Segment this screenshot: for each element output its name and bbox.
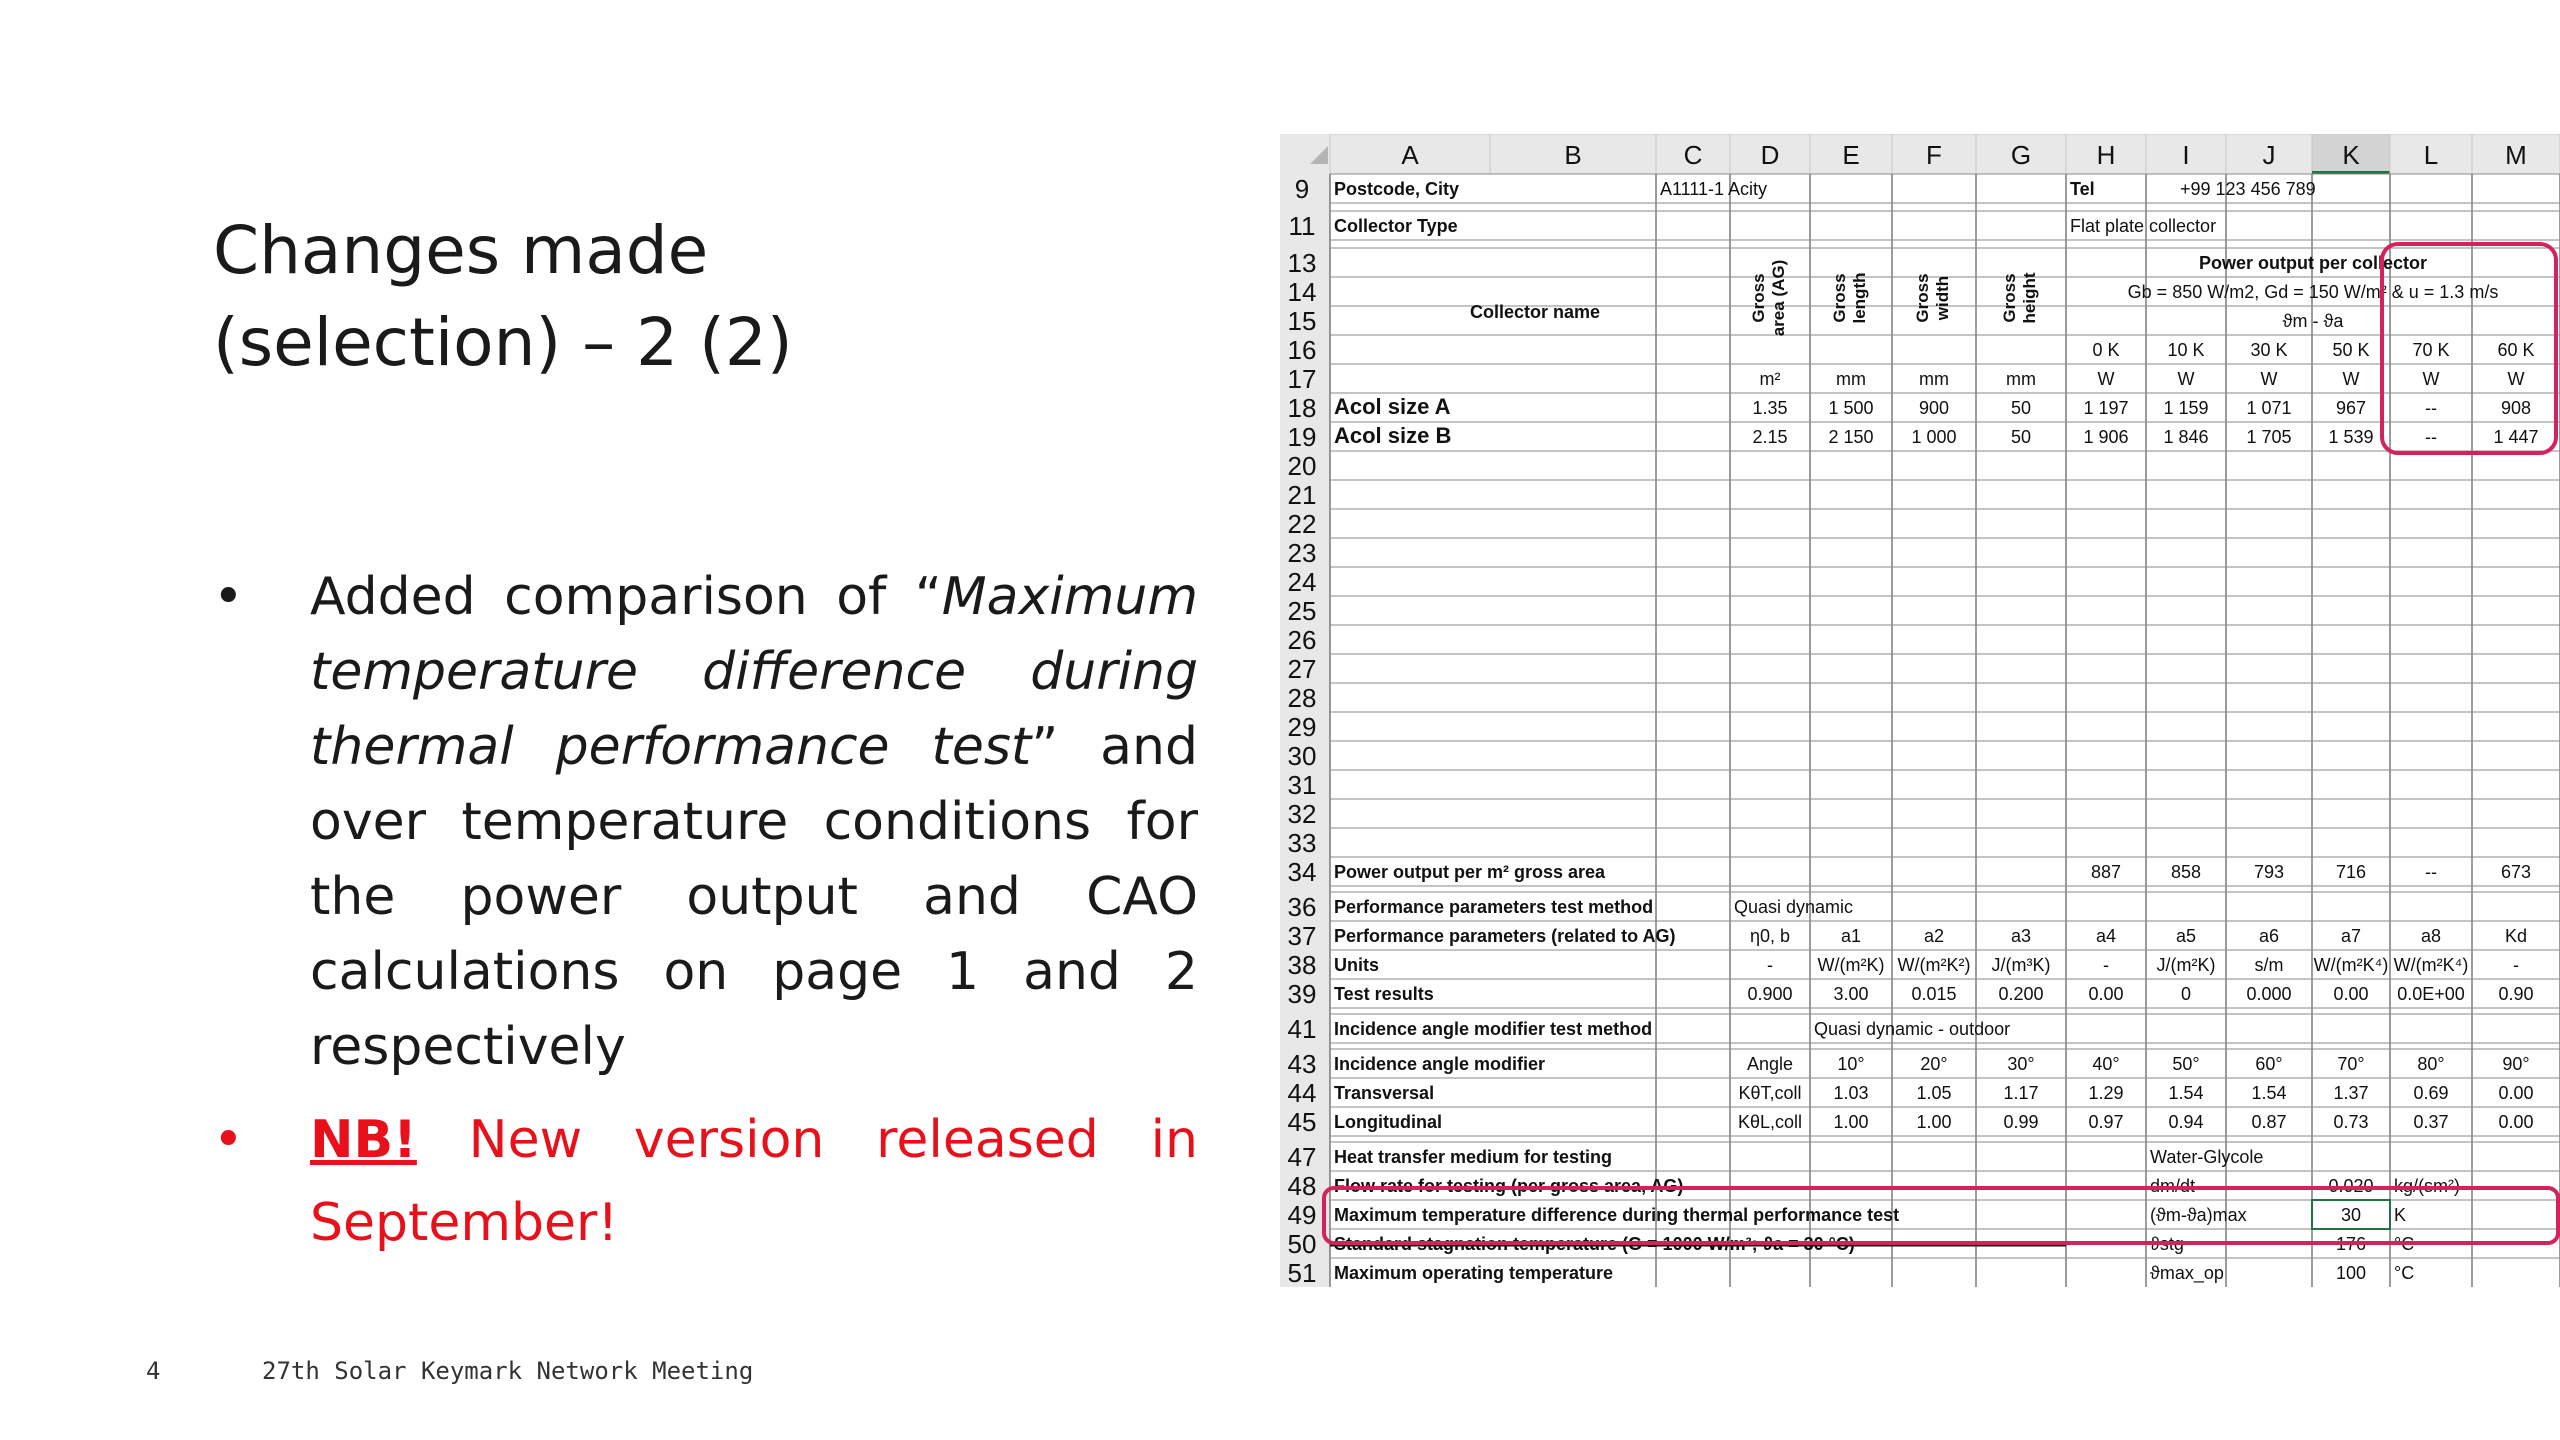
cell-a43: Incidence angle modifier: [1334, 1054, 1546, 1074]
cell-l34: --: [2425, 862, 2437, 882]
column-letter: K: [2342, 140, 2360, 170]
row-number: 39: [1287, 979, 1317, 1009]
cell-h38: -: [2103, 955, 2109, 975]
bullet-item-new-version: [213, 1099, 1198, 1265]
cell-a47: Heat transfer medium for testing: [1334, 1147, 1613, 1167]
cell-k37: a7: [2340, 926, 2362, 946]
cell-l37: a8: [2420, 926, 2442, 946]
vertical-header-g: [2000, 272, 2039, 323]
cell-a39: Test results: [1334, 984, 1434, 1004]
nb-label: NB!: [310, 1110, 417, 1170]
cell-g38: J/(m³K): [1991, 955, 2051, 975]
cell-h18: 1 197: [2083, 398, 2129, 418]
cell-d17: m²: [1759, 369, 1781, 389]
cell-m16: 60 K: [2497, 340, 2535, 360]
cell-k48: 0.020: [2328, 1176, 2374, 1196]
bullet-glyph: •: [213, 1110, 244, 1170]
row-number: 24: [1287, 567, 1317, 597]
cell-l17: W: [2422, 369, 2440, 389]
cell-e38: W/(m²K): [1817, 955, 1885, 975]
cell-i45: 0.94: [2168, 1112, 2204, 1132]
cell-j19: 1 705: [2246, 427, 2292, 447]
row-number: 51: [1287, 1258, 1317, 1288]
cell-l38: W/(m²K⁴): [2393, 955, 2469, 975]
cell-k19: 1 539: [2328, 427, 2374, 447]
cell-h45: 0.97: [2088, 1112, 2124, 1132]
cell-k50: 176: [2335, 1234, 2367, 1254]
cell-h43: 40°: [2092, 1054, 2120, 1074]
cell-e18: 1 500: [1828, 398, 1874, 418]
cell-j17: W: [2260, 369, 2278, 389]
cell-a51: Maximum operating temperature: [1334, 1263, 1614, 1283]
row-number: 18: [1287, 393, 1317, 423]
cell-i44: 1.54: [2168, 1083, 2204, 1103]
bullet-text-rest: New version released in September!: [310, 1110, 1198, 1253]
cell-i16: 10 K: [2167, 340, 2205, 360]
cell-l44: 0.69: [2413, 1083, 2449, 1103]
cell-k18: 967: [2335, 398, 2367, 418]
cell-i49: (ϑm-ϑa)max: [2150, 1205, 2247, 1225]
cell-a37: Performance parameters (related to AG): [1334, 926, 1676, 946]
row-number: 26: [1287, 625, 1317, 655]
cell-g39: 0.200: [1998, 984, 2044, 1004]
cell-a9: Postcode, City: [1334, 179, 1460, 199]
svg-text:Gross: Gross: [1749, 273, 1768, 323]
row-number: 37: [1287, 921, 1317, 951]
cell-k45: 0.73: [2333, 1112, 2369, 1132]
row-number: 9: [1294, 174, 1310, 204]
cell-g17: mm: [2006, 369, 2036, 389]
cell-e19: 2 150: [1828, 427, 1874, 447]
cell-k39: 0.00: [2333, 984, 2369, 1004]
footer-text: 27th Solar Keymark Network Meeting: [262, 1357, 754, 1385]
vertical-header-f: [1913, 273, 1952, 322]
spreadsheet-grid: [1280, 134, 2560, 1304]
cell-j39: 0.000: [2246, 984, 2292, 1004]
cell-h15: ϑm - ϑa: [2282, 311, 2344, 331]
cell-a36: Performance parameters test method: [1334, 897, 1654, 917]
cell-a41: Incidence angle modifier test method: [1334, 1019, 1653, 1039]
column-letter: A: [1401, 140, 1419, 170]
cell-j37: a6: [2258, 926, 2280, 946]
cell-e45: 1.00: [1833, 1112, 1869, 1132]
cell-h37: a4: [2095, 926, 2117, 946]
row-number: 25: [1287, 596, 1317, 626]
cell-e44: 1.03: [1833, 1083, 1869, 1103]
cell-l45: 0.37: [2413, 1112, 2449, 1132]
cell-a44: Transversal: [1334, 1083, 1435, 1103]
cell-i18: 1 159: [2163, 398, 2209, 418]
cell-m38: -: [2513, 955, 2519, 975]
cell-c9: A1111-1 Acity: [1660, 179, 1768, 199]
cell-f37: a2: [1923, 926, 1945, 946]
row-number: 36: [1287, 892, 1317, 922]
row-number: 20: [1287, 451, 1317, 481]
svg-text:Gross: Gross: [1913, 273, 1932, 323]
cell-i17: W: [2177, 369, 2195, 389]
cell-d44: KθT,coll: [1738, 1083, 1802, 1103]
spreadsheet-screenshot: [1280, 134, 2560, 1304]
cell-m45: 0.00: [2498, 1112, 2534, 1132]
cell-g45: 0.99: [2003, 1112, 2039, 1132]
cell-h17: W: [2097, 369, 2115, 389]
cell-e43: 10°: [1837, 1054, 1865, 1074]
cell-d38: -: [1767, 955, 1773, 975]
column-letter: F: [1926, 140, 1942, 170]
slide-title-line-2: (selection) – 2 (2): [213, 304, 793, 381]
row-number: 47: [1287, 1142, 1317, 1172]
cell-d45: KθL,coll: [1737, 1112, 1803, 1132]
row-number: 44: [1287, 1078, 1317, 1108]
svg-text:height: height: [2020, 272, 2039, 324]
cell-f45: 1.00: [1916, 1112, 1952, 1132]
svg-text:length: length: [1850, 272, 1869, 324]
row-number: 45: [1287, 1107, 1317, 1137]
cell-h44: 1.29: [2088, 1083, 2124, 1103]
row-number: 49: [1287, 1200, 1317, 1230]
cell-a45: Longitudinal: [1334, 1112, 1442, 1132]
column-letter: G: [2010, 140, 2032, 170]
column-letter: I: [2182, 140, 2190, 170]
cell-m18: 908: [2500, 398, 2532, 418]
row-number: 27: [1287, 654, 1317, 684]
row-number: 22: [1287, 509, 1317, 539]
cell-e41: Quasi dynamic - outdoor: [1814, 1019, 2011, 1039]
page-number: 4: [146, 1357, 161, 1385]
bullet-item-comparison: [213, 560, 1198, 1085]
cell-m43: 90°: [2502, 1054, 2530, 1074]
cell-e17: mm: [1836, 369, 1866, 389]
cell-k38: W/(m²K⁴): [2313, 955, 2389, 975]
cell-f43: 20°: [1920, 1054, 1948, 1074]
row-number: 48: [1287, 1171, 1317, 1201]
cell-h14: Gb = 850 W/m2, Gd = 150 W/m² & u = 1.3 m/s: [2127, 282, 2499, 302]
cell-d19: 2.15: [1752, 427, 1788, 447]
column-letter: L: [2423, 140, 2439, 170]
cell-m19: 1 447: [2493, 427, 2539, 447]
cell-k17: W: [2342, 369, 2360, 389]
cell-k16: 50 K: [2332, 340, 2370, 360]
cell-j18: 1 071: [2246, 398, 2292, 418]
cell-d36: Quasi dynamic: [1734, 897, 1854, 917]
cell-i39: 0: [2180, 984, 2192, 1004]
cell-i19: 1 846: [2163, 427, 2209, 447]
cell-m17: W: [2507, 369, 2525, 389]
column-letter: E: [1842, 140, 1860, 170]
row-number: 16: [1287, 335, 1317, 365]
bullet-list: [213, 560, 1198, 1279]
cell-m44: 0.00: [2498, 1083, 2534, 1103]
row-number: 30: [1287, 741, 1317, 771]
slide-title: [213, 205, 1113, 389]
column-letter: J: [2262, 140, 2276, 170]
cell-l18: --: [2425, 398, 2437, 418]
cell-k44: 1.37: [2333, 1083, 2369, 1103]
cell-l48: kg/(sm²): [2394, 1176, 2460, 1196]
bullet-text-part-2: ” and over temperature conditions for the power output and CAO calculations on page 1 and 2 respectively: [310, 717, 1198, 1077]
cell-i9: +99 123 456 789: [2180, 179, 2316, 199]
cell-f17: mm: [1919, 369, 1949, 389]
cell-k43: 70°: [2337, 1054, 2365, 1074]
cell-g18: 50: [2010, 398, 2032, 418]
cell-h16: 0 K: [2092, 340, 2120, 360]
cell-m34: 673: [2500, 862, 2532, 882]
cell-a38: Units: [1334, 955, 1379, 975]
cell-e37: a1: [1840, 926, 1862, 946]
row-number: 50: [1287, 1229, 1317, 1259]
cell-a48: Flow rate for testing (per gross area, AG): [1334, 1176, 1684, 1196]
cell-g19: 50: [2010, 427, 2032, 447]
cell-h34: 887: [2090, 862, 2122, 882]
column-letter: D: [1760, 140, 1780, 170]
cell-a11: Collector Type: [1334, 216, 1458, 236]
row-number: 17: [1287, 364, 1317, 394]
cell-g44: 1.17: [2003, 1083, 2039, 1103]
cell-i50: ϑstg: [2150, 1234, 2184, 1254]
row-number: 29: [1287, 712, 1317, 742]
vertical-header-d: [1749, 260, 1788, 337]
row-number: 19: [1287, 422, 1317, 452]
cell-d18: 1.35: [1752, 398, 1788, 418]
cell-m37: Kd: [2504, 926, 2528, 946]
cell-h39: 0.00: [2088, 984, 2124, 1004]
cell-a15: Collector name: [1469, 302, 1601, 322]
cell-f44: 1.05: [1916, 1083, 1952, 1103]
cell-j43: 60°: [2255, 1054, 2283, 1074]
svg-text:width: width: [1933, 275, 1952, 321]
cell-h13: Power output per collector: [2198, 253, 2428, 273]
svg-text:Gross: Gross: [2000, 273, 2019, 323]
cell-h19: 1 906: [2083, 427, 2129, 447]
bullet-text: [310, 1099, 1198, 1265]
cell-j38: s/m: [2254, 955, 2284, 975]
bullet-text: [310, 560, 1198, 1085]
cell-f19: 1 000: [1911, 427, 1957, 447]
cell-l16: 70 K: [2412, 340, 2450, 360]
cell-k49: 30: [2340, 1205, 2362, 1225]
column-letter: M: [2505, 140, 2527, 170]
row-number: 43: [1287, 1049, 1317, 1079]
svg-text:Gross: Gross: [1830, 273, 1849, 323]
cell-f38: W/(m²K²): [1897, 955, 1971, 975]
cell-d43: Angle: [1746, 1054, 1794, 1074]
svg-text:area (AG): area (AG): [1769, 259, 1788, 337]
cell-l19: --: [2425, 427, 2437, 447]
cell-a19: Acol size B: [1334, 423, 1452, 448]
row-number: 41: [1287, 1014, 1317, 1044]
row-number: 13: [1287, 248, 1317, 278]
row-number: 15: [1287, 306, 1317, 336]
cell-a50: Standard stagnation temperature (G = 1000 W/m²; ϑa = 30 °C): [1334, 1234, 1855, 1254]
cell-l43: 80°: [2417, 1054, 2445, 1074]
cell-i38: J/(m²K): [2156, 955, 2216, 975]
cell-a18: Acol size A: [1334, 394, 1451, 419]
cell-h9: Tel: [2070, 179, 2095, 199]
cell-h11: Flat plate collector: [2070, 216, 2217, 236]
cell-i37: a5: [2175, 926, 2197, 946]
cell-i48: dm/dt: [2150, 1176, 2196, 1196]
row-number: 14: [1287, 277, 1317, 307]
cell-f39: 0.015: [1911, 984, 1957, 1004]
cell-i47: Water-Glycole: [2150, 1147, 2264, 1167]
cell-l51: °C: [2394, 1263, 2415, 1283]
column-letter: C: [1683, 140, 1703, 170]
column-letter: H: [2096, 140, 2116, 170]
cell-j16: 30 K: [2250, 340, 2288, 360]
row-number: 11: [1288, 211, 1316, 241]
cell-i34: 858: [2170, 862, 2202, 882]
cell-i51: ϑmax_op: [2150, 1263, 2224, 1283]
vertical-header-e: [1830, 273, 1869, 324]
row-number: 33: [1287, 828, 1317, 858]
row-number: 34: [1287, 857, 1317, 887]
row-number: 21: [1287, 480, 1317, 510]
cell-g43: 30°: [2007, 1054, 2035, 1074]
cell-a49: Maximum temperature difference during thermal performance test: [1334, 1205, 1900, 1225]
row-number: 28: [1287, 683, 1317, 713]
cell-l50: °C: [2394, 1234, 2415, 1254]
cell-k51: 100: [2335, 1263, 2367, 1283]
row-number: 32: [1287, 799, 1317, 829]
cell-l39: 0.0E+00: [2397, 984, 2465, 1004]
cell-j44: 1.54: [2251, 1083, 2287, 1103]
cell-e39: 3.00: [1833, 984, 1869, 1004]
cell-j45: 0.87: [2251, 1112, 2287, 1132]
row-number: 31: [1287, 770, 1317, 800]
cell-k34: 716: [2335, 862, 2367, 882]
cell-d37: η0, b: [1749, 926, 1791, 946]
bullet-text-emphasis: Maximum temperature difference during thermal performance test: [310, 567, 1198, 777]
cell-l49: K: [2394, 1205, 2407, 1225]
bullet-glyph: •: [213, 567, 244, 627]
cell-d39: 0.900: [1747, 984, 1793, 1004]
column-letter: B: [1564, 140, 1582, 170]
row-number: 38: [1287, 950, 1317, 980]
cell-j34: 793: [2253, 862, 2285, 882]
cell-a34: Power output per m² gross area: [1334, 862, 1606, 882]
cell-m39: 0.90: [2498, 984, 2534, 1004]
row-number: 23: [1287, 538, 1317, 568]
slide-title-line-1: Changes made: [213, 212, 709, 289]
cell-f18: 900: [1918, 398, 1950, 418]
cell-g37: a3: [2010, 926, 2032, 946]
bullet-text-part-1: Added comparison of “: [310, 567, 942, 627]
cell-i43: 50°: [2172, 1054, 2200, 1074]
